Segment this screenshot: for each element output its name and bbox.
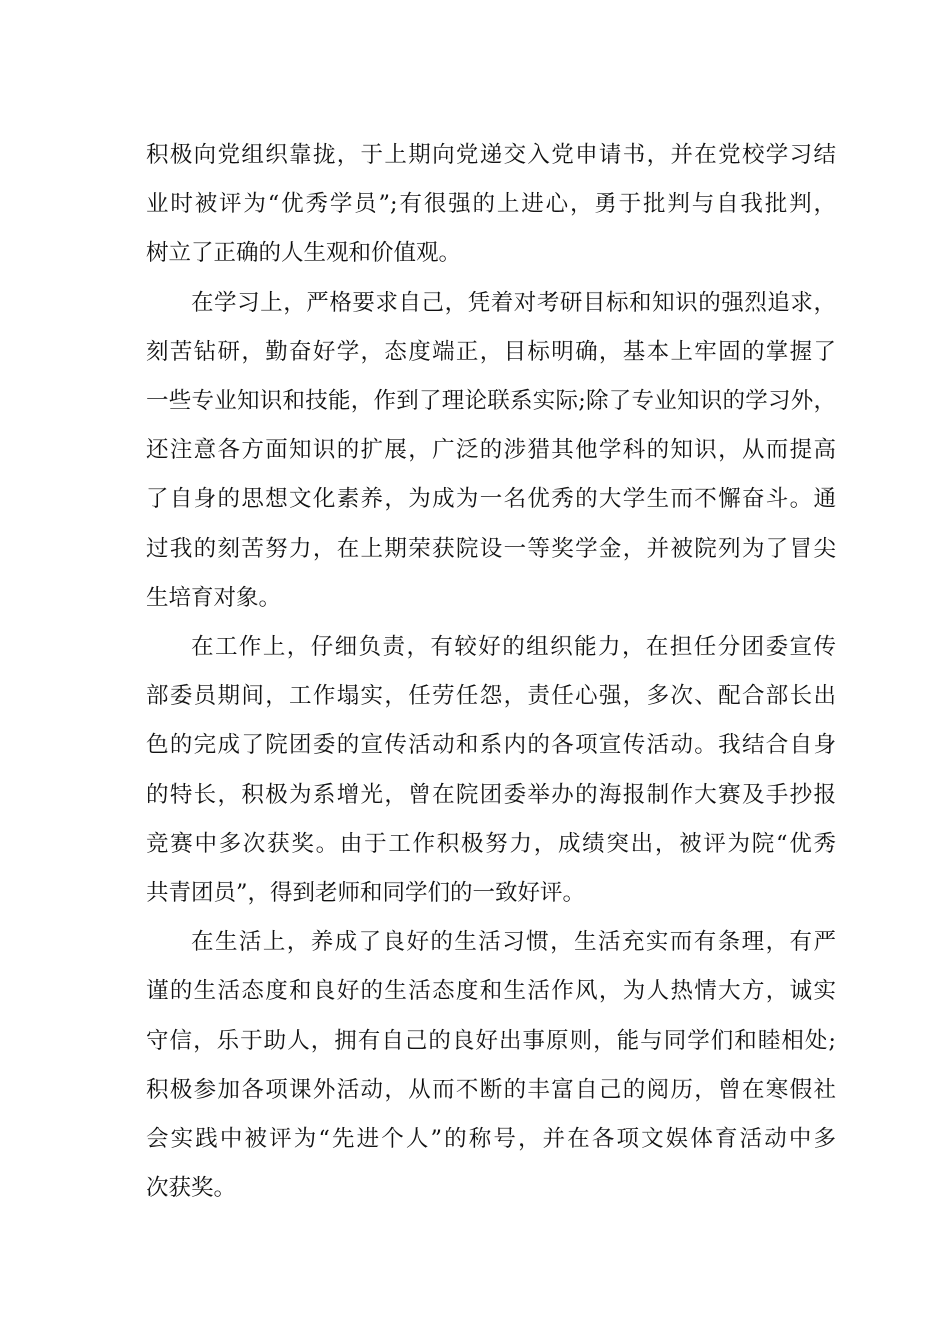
text-line: 积极向党组织靠拢，于上期向党递交入党申请书，并在党校学习结 bbox=[146, 142, 836, 168]
text-line: 谨的生活态度和良好的生活态度和生活作风，为人热情大方，诚实 bbox=[146, 978, 836, 1005]
text-line: 在工作上，仔细负责，有较好的组织能力，在担任分团委宣传 bbox=[191, 634, 836, 661]
paragraph-life bbox=[146, 918, 836, 1213]
text-line: 的特长，积极为系增光，曾在院团委举办的海报制作大赛及手抄报 bbox=[146, 781, 836, 808]
text-line: 生培育对象。 bbox=[146, 584, 282, 611]
text-line: 过我的刻苦努力，在上期荣获院设一等奖学金，并被院列为了冒尖 bbox=[146, 535, 836, 562]
text-line: 色的完成了院团委的宣传活动和系内的各项宣传活动。我结合自身 bbox=[146, 732, 836, 759]
text-line: 了自身的思想文化素养，为成为一名优秀的大学生而不懈奋斗。通 bbox=[146, 486, 836, 513]
text-line: 在学习上，严格要求自己，凭着对考研目标和知识的强烈追求， bbox=[191, 289, 836, 316]
text-line: 会实践中被评为“先进个人”的称号，并在各项文娱体育活动中多 bbox=[146, 1126, 836, 1153]
text-line: 一些专业知识和技能，作到了理论联系实际;除了专业知识的学习外， bbox=[146, 388, 836, 415]
text-line: 竞赛中多次获奖。由于工作积极努力，成绩突出，被评为院“优秀 bbox=[146, 830, 836, 857]
text-line: 业时被评为“优秀学员”;有很强的上进心，勇于批判与自我批判， bbox=[146, 191, 836, 218]
paragraph-study bbox=[146, 279, 836, 623]
paragraph-party bbox=[146, 131, 836, 279]
text-line: 在生活上，养成了良好的生活习惯，生活充实而有条理，有严 bbox=[191, 929, 836, 956]
text-line: 还注意各方面知识的扩展，广泛的涉猎其他学科的知识，从而提高 bbox=[146, 437, 836, 464]
text-line: 积极参加各项课外活动，从而不断的丰富自己的阅历，曾在寒假社 bbox=[146, 1076, 836, 1103]
text-line: 次获奖。 bbox=[146, 1175, 237, 1202]
text-line: 部委员期间，工作塌实，任劳任怨，责任心强，多次、配合部长出 bbox=[146, 683, 836, 710]
document-body bbox=[146, 131, 836, 1213]
text-line: 树立了正确的人生观和价值观。 bbox=[146, 240, 462, 267]
text-line: 共青团员”，得到老师和同学们的一致好评。 bbox=[146, 880, 586, 907]
paragraph-work bbox=[146, 623, 836, 918]
text-line: 守信，乐于助人，拥有自己的良好出事原则，能与同学们和睦相处; bbox=[146, 1027, 836, 1054]
text-line: 刻苦钻研，勤奋好学，态度端正，目标明确，基本上牢固的掌握了 bbox=[146, 338, 836, 365]
